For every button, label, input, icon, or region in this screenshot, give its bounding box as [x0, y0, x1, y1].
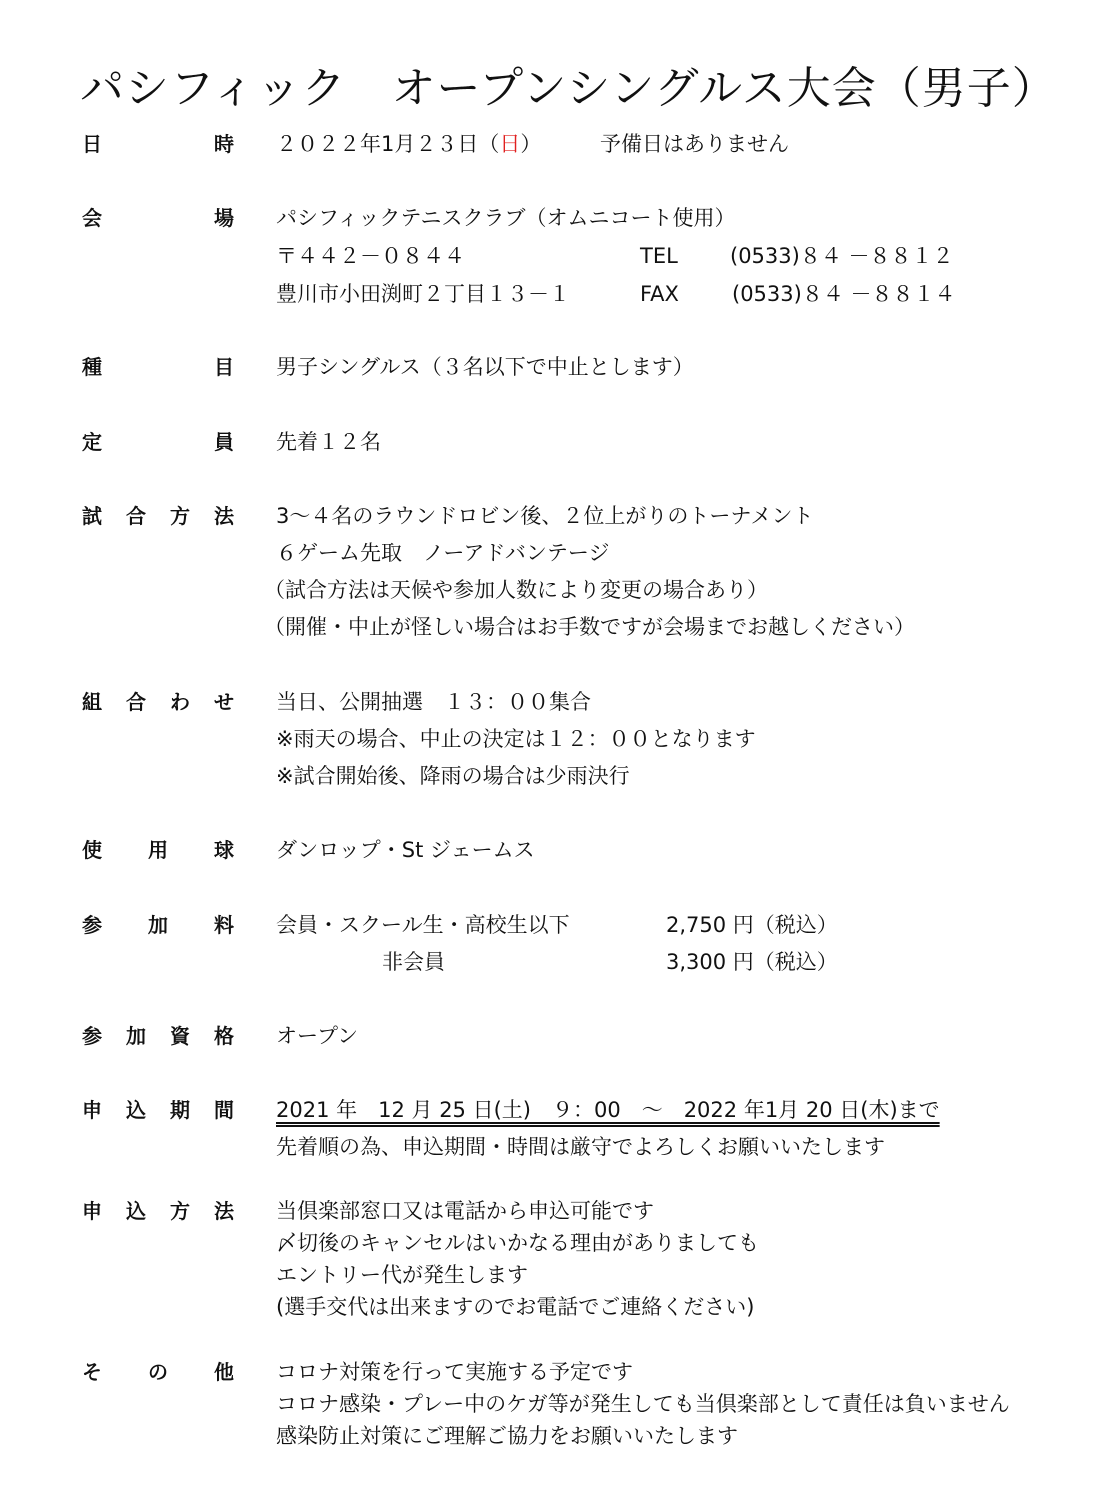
period-note: 先着順の為、申込期間・時間は厳守でよろしくお願いいたします: [276, 1135, 885, 1159]
venue-postal: 〒４４２－０８４４: [276, 244, 465, 268]
event-value: 男子シングルス（３名以下で中止とします）: [276, 355, 694, 379]
date-value: ２０２２年1月２３日（日）: [276, 132, 542, 156]
capacity-value: 先着１２名: [276, 430, 381, 454]
fax-label: FAX: [640, 282, 679, 306]
other-line: コロナ感染・プレー中のケガ等が発生しても当倶楽部として責任は負いません: [276, 1392, 1010, 1416]
draw-label: 組 合 わ せ: [82, 690, 234, 714]
weekday: 日: [499, 132, 521, 156]
tel-label: TEL: [640, 244, 678, 268]
draw-line: ※雨天の場合、中止の決定は１２：００となります: [276, 727, 756, 751]
tel-number: (0533)８４ －８８１２: [730, 244, 954, 268]
eligibility-value: オープン: [276, 1024, 359, 1048]
ball-label: 使 用 球: [82, 838, 234, 862]
capacity-label: 定 員: [82, 430, 234, 454]
format-label: 試 合 方 法: [82, 504, 234, 528]
format-line: 3～４名のラウンドロビン後、２位上がりのトーナメント: [276, 504, 814, 528]
fee-amount: 3,300 円（税込）: [666, 950, 838, 974]
eligibility-label: 参 加 資 格: [82, 1024, 234, 1048]
venue-name: パシフィックテニスクラブ（オムニコート使用）: [276, 206, 736, 230]
fee-amount: 2,750 円（税込）: [666, 913, 838, 937]
format-line: （試合方法は天候や参加人数により変更の場合あり）: [264, 578, 768, 602]
reserve-day-note: 予備日はありません: [600, 132, 789, 156]
date-label: 日 時: [82, 132, 234, 156]
method-label: 申 込 方 法: [82, 1199, 234, 1223]
ball-value: ダンロップ・St ジェームス: [276, 838, 535, 862]
fee-category: 会員・スクール生・高校生以下: [276, 913, 570, 937]
format-line: ６ゲーム先取 ノーアドバンテージ: [276, 541, 610, 565]
method-line: エントリー代が発生します: [276, 1263, 528, 1287]
fax-number: (0533)８４ －８８１４: [732, 282, 956, 306]
method-line: 〆切後のキャンセルはいかなる理由がありましても: [276, 1231, 759, 1255]
method-line: 当倶楽部窓口又は電話から申込可能です: [276, 1199, 654, 1223]
draw-line: 当日、公開抽選 １３：００集合: [276, 690, 591, 714]
venue-label: 会 場: [82, 206, 234, 230]
format-line: （開催・中止が怪しい場合はお手数ですが会場までお越しください）: [264, 615, 915, 639]
period-label: 申 込 期 間: [82, 1098, 234, 1122]
event-label: 種 目: [82, 355, 234, 379]
other-line: コロナ対策を行って実施する予定です: [276, 1360, 633, 1384]
fee-category: 非会員: [382, 950, 445, 974]
page-title: パシフィック オープンシングルス大会（男子）: [80, 63, 1057, 114]
period-value: 2021 年 12 月 25 日(土) ９：00 ～ 2022 年1月 20 日(木)まで: [276, 1098, 940, 1122]
other-line: 感染防止対策にご理解ご協力をお願いいたします: [276, 1424, 738, 1448]
other-label: そ の 他: [82, 1360, 234, 1384]
venue-address: 豊川市小田渕町２丁目１３－１: [276, 282, 570, 306]
fee-label: 参 加 料: [82, 913, 234, 937]
draw-line: ※試合開始後、降雨の場合は少雨決行: [276, 764, 630, 788]
method-line: (選手交代は出来ますのでお電話でご連絡ください): [276, 1295, 755, 1319]
